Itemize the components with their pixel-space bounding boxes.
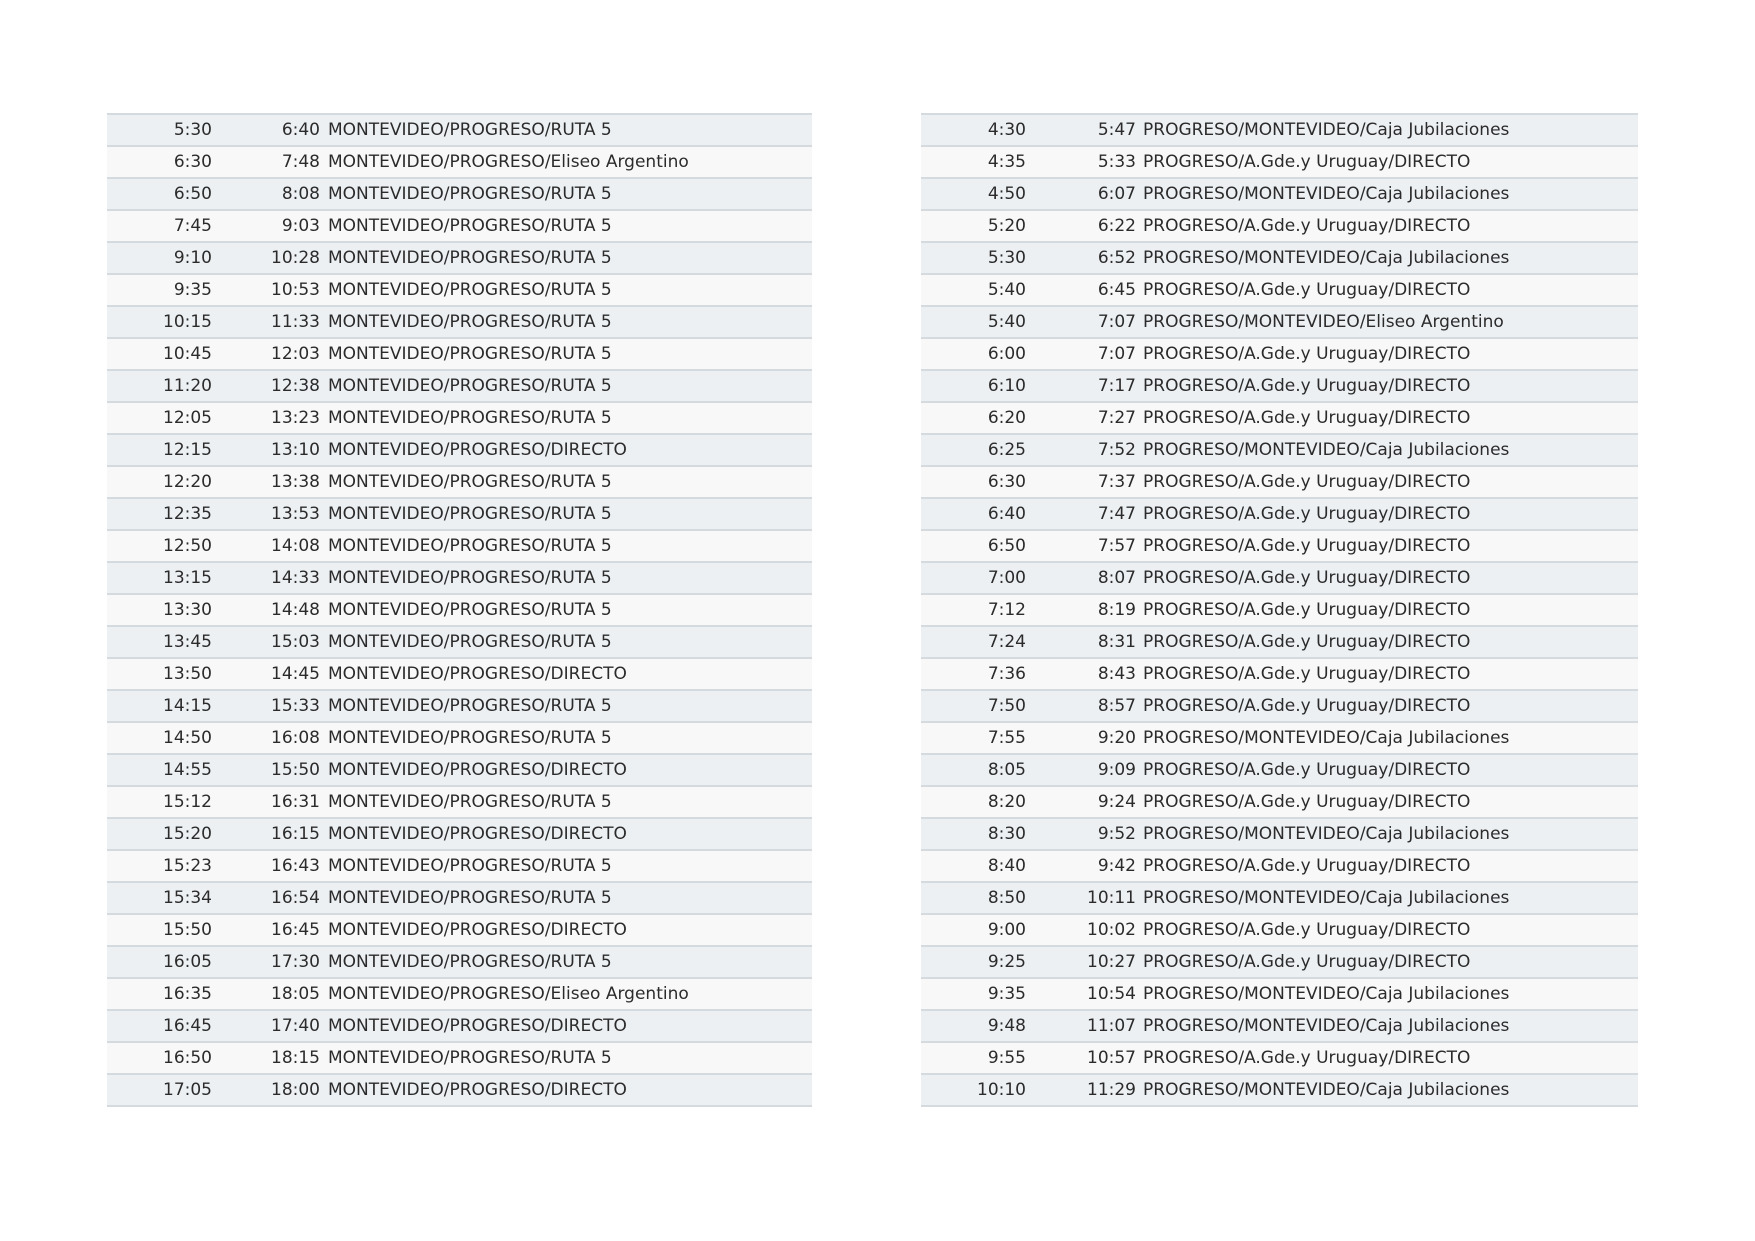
departure-time: 17:05 — [163, 1080, 212, 1100]
route-name: MONTEVIDEO/PROGRESO/RUTA 5 — [328, 248, 612, 268]
table-row — [107, 563, 812, 595]
departure-time: 4:35 — [987, 152, 1026, 172]
table-row — [921, 691, 1638, 723]
arrival-time: 13:23 — [271, 408, 320, 428]
arrival-time: 6:07 — [1097, 184, 1136, 204]
route-name: PROGRESO/A.Gde.y Uruguay/DIRECTO — [1143, 216, 1471, 236]
departure-time: 12:50 — [163, 536, 212, 556]
table-row — [921, 627, 1638, 659]
route-name: PROGRESO/MONTEVIDEO/Caja Jubilaciones — [1143, 1080, 1510, 1100]
table-row — [107, 1011, 812, 1043]
arrival-time: 18:15 — [271, 1048, 320, 1068]
schedule-table-right — [921, 113, 1638, 1107]
route-name: MONTEVIDEO/PROGRESO/RUTA 5 — [328, 696, 612, 716]
table-row — [107, 307, 812, 339]
departure-time: 4:50 — [987, 184, 1026, 204]
departure-time: 13:15 — [163, 568, 212, 588]
arrival-time: 17:30 — [271, 952, 320, 972]
route-name: MONTEVIDEO/PROGRESO/RUTA 5 — [328, 504, 612, 524]
arrival-time: 8:07 — [1097, 568, 1136, 588]
route-name: MONTEVIDEO/PROGRESO/RUTA 5 — [328, 472, 612, 492]
route-name: MONTEVIDEO/PROGRESO/RUTA 5 — [328, 888, 612, 908]
arrival-time: 5:47 — [1097, 120, 1136, 140]
departure-time: 6:30 — [173, 152, 212, 172]
departure-time: 13:50 — [163, 664, 212, 684]
table-row — [107, 787, 812, 819]
route-name: MONTEVIDEO/PROGRESO/RUTA 5 — [328, 120, 612, 140]
table-row — [107, 595, 812, 627]
table-row — [921, 371, 1638, 403]
arrival-time: 8:57 — [1097, 696, 1136, 716]
departure-time: 6:10 — [987, 376, 1026, 396]
route-name: MONTEVIDEO/PROGRESO/RUTA 5 — [328, 344, 612, 364]
table-row — [921, 595, 1638, 627]
route-name: PROGRESO/A.Gde.y Uruguay/DIRECTO — [1143, 344, 1471, 364]
table-row — [107, 691, 812, 723]
arrival-time: 18:05 — [271, 984, 320, 1004]
arrival-time: 8:08 — [281, 184, 320, 204]
departure-time: 15:50 — [163, 920, 212, 940]
departure-time: 8:05 — [987, 760, 1026, 780]
departure-time: 6:20 — [987, 408, 1026, 428]
departure-time: 12:15 — [163, 440, 212, 460]
route-name: PROGRESO/A.Gde.y Uruguay/DIRECTO — [1143, 152, 1471, 172]
departure-time: 4:30 — [987, 120, 1026, 140]
route-name: MONTEVIDEO/PROGRESO/RUTA 5 — [328, 952, 612, 972]
route-name: PROGRESO/A.Gde.y Uruguay/DIRECTO — [1143, 760, 1471, 780]
arrival-time: 7:07 — [1097, 344, 1136, 364]
arrival-time: 14:33 — [271, 568, 320, 588]
arrival-time: 16:08 — [271, 728, 320, 748]
route-name: PROGRESO/MONTEVIDEO/Caja Jubilaciones — [1143, 248, 1510, 268]
arrival-time: 8:19 — [1097, 600, 1136, 620]
table-row — [921, 851, 1638, 883]
table-row — [921, 723, 1638, 755]
route-name: MONTEVIDEO/PROGRESO/DIRECTO — [328, 920, 627, 940]
departure-time: 6:00 — [987, 344, 1026, 364]
table-row — [107, 499, 812, 531]
arrival-time: 9:52 — [1097, 824, 1136, 844]
route-name: MONTEVIDEO/PROGRESO/RUTA 5 — [328, 632, 612, 652]
table-row — [921, 1043, 1638, 1075]
arrival-time: 6:45 — [1097, 280, 1136, 300]
departure-time: 9:35 — [987, 984, 1026, 1004]
route-name: PROGRESO/MONTEVIDEO/Caja Jubilaciones — [1143, 824, 1510, 844]
route-name: PROGRESO/MONTEVIDEO/Caja Jubilaciones — [1143, 120, 1510, 140]
route-name: MONTEVIDEO/PROGRESO/DIRECTO — [328, 760, 627, 780]
arrival-time: 9:20 — [1097, 728, 1136, 748]
departure-time: 9:25 — [987, 952, 1026, 972]
table-row — [921, 787, 1638, 819]
table-row — [107, 883, 812, 915]
departure-time: 6:50 — [173, 184, 212, 204]
arrival-time: 10:53 — [271, 280, 320, 300]
table-row — [107, 211, 812, 243]
table-row — [921, 243, 1638, 275]
table-row — [921, 819, 1638, 851]
arrival-time: 14:45 — [271, 664, 320, 684]
arrival-time: 5:33 — [1097, 152, 1136, 172]
table-row — [107, 1075, 812, 1107]
table-row — [921, 979, 1638, 1011]
table-row — [921, 531, 1638, 563]
departure-time: 8:20 — [987, 792, 1026, 812]
route-name: PROGRESO/MONTEVIDEO/Caja Jubilaciones — [1143, 728, 1510, 748]
departure-time: 6:30 — [987, 472, 1026, 492]
departure-time: 14:55 — [163, 760, 212, 780]
departure-time: 8:30 — [987, 824, 1026, 844]
departure-time: 16:05 — [163, 952, 212, 972]
arrival-time: 10:11 — [1087, 888, 1136, 908]
table-row — [107, 179, 812, 211]
table-row — [107, 531, 812, 563]
arrival-time: 9:24 — [1097, 792, 1136, 812]
table-row — [921, 563, 1638, 595]
arrival-time: 15:33 — [271, 696, 320, 716]
arrival-time: 16:43 — [271, 856, 320, 876]
route-name: MONTEVIDEO/PROGRESO/DIRECTO — [328, 664, 627, 684]
route-name: MONTEVIDEO/PROGRESO/DIRECTO — [328, 1080, 627, 1100]
table-row — [921, 883, 1638, 915]
table-row — [921, 947, 1638, 979]
departure-time: 16:45 — [163, 1016, 212, 1036]
arrival-time: 16:31 — [271, 792, 320, 812]
table-row — [921, 179, 1638, 211]
departure-time: 8:40 — [987, 856, 1026, 876]
route-name: MONTEVIDEO/PROGRESO/RUTA 5 — [328, 376, 612, 396]
route-name: MONTEVIDEO/PROGRESO/RUTA 5 — [328, 1048, 612, 1068]
arrival-time: 11:33 — [271, 312, 320, 332]
table-row — [921, 147, 1638, 179]
arrival-time: 18:00 — [271, 1080, 320, 1100]
table-row — [107, 115, 812, 147]
table-row — [107, 819, 812, 851]
arrival-time: 14:48 — [271, 600, 320, 620]
arrival-time: 11:29 — [1087, 1080, 1136, 1100]
departure-time: 16:35 — [163, 984, 212, 1004]
route-name: PROGRESO/MONTEVIDEO/Caja Jubilaciones — [1143, 888, 1510, 908]
route-name: PROGRESO/A.Gde.y Uruguay/DIRECTO — [1143, 376, 1471, 396]
departure-time: 6:25 — [987, 440, 1026, 460]
table-row — [921, 275, 1638, 307]
departure-time: 7:55 — [987, 728, 1026, 748]
arrival-time: 8:31 — [1097, 632, 1136, 652]
arrival-time: 15:03 — [271, 632, 320, 652]
arrival-time: 7:57 — [1097, 536, 1136, 556]
table-row — [107, 371, 812, 403]
departure-time: 11:20 — [163, 376, 212, 396]
table-row — [921, 915, 1638, 947]
arrival-time: 10:54 — [1087, 984, 1136, 1004]
arrival-time: 16:54 — [271, 888, 320, 908]
departure-time: 16:50 — [163, 1048, 212, 1068]
arrival-time: 10:02 — [1087, 920, 1136, 940]
table-row — [107, 243, 812, 275]
arrival-time: 7:47 — [1097, 504, 1136, 524]
route-name: MONTEVIDEO/PROGRESO/RUTA 5 — [328, 216, 612, 236]
route-name: MONTEVIDEO/PROGRESO/DIRECTO — [328, 440, 627, 460]
arrival-time: 10:57 — [1087, 1048, 1136, 1068]
table-row — [107, 723, 812, 755]
route-name: MONTEVIDEO/PROGRESO/DIRECTO — [328, 824, 627, 844]
arrival-time: 9:09 — [1097, 760, 1136, 780]
table-row — [107, 755, 812, 787]
departure-time: 9:55 — [987, 1048, 1026, 1068]
arrival-time: 9:03 — [281, 216, 320, 236]
table-row — [107, 275, 812, 307]
route-name: PROGRESO/MONTEVIDEO/Eliseo Argentino — [1143, 312, 1504, 332]
departure-time: 9:10 — [173, 248, 212, 268]
table-row — [921, 659, 1638, 691]
departure-time: 9:48 — [987, 1016, 1026, 1036]
departure-time: 8:50 — [987, 888, 1026, 908]
arrival-time: 14:08 — [271, 536, 320, 556]
departure-time: 7:24 — [987, 632, 1026, 652]
route-name: PROGRESO/A.Gde.y Uruguay/DIRECTO — [1143, 1048, 1471, 1068]
schedule-table-left — [107, 113, 812, 1107]
departure-time: 15:34 — [163, 888, 212, 908]
table-row — [107, 851, 812, 883]
route-name: PROGRESO/MONTEVIDEO/Caja Jubilaciones — [1143, 984, 1510, 1004]
arrival-time: 6:22 — [1097, 216, 1136, 236]
arrival-time: 16:15 — [271, 824, 320, 844]
table-row — [921, 339, 1638, 371]
route-name: PROGRESO/A.Gde.y Uruguay/DIRECTO — [1143, 600, 1471, 620]
arrival-time: 7:27 — [1097, 408, 1136, 428]
route-name: PROGRESO/A.Gde.y Uruguay/DIRECTO — [1143, 792, 1471, 812]
departure-time: 7:45 — [173, 216, 212, 236]
departure-time: 7:36 — [987, 664, 1026, 684]
departure-time: 9:35 — [173, 280, 212, 300]
route-name: PROGRESO/A.Gde.y Uruguay/DIRECTO — [1143, 856, 1471, 876]
departure-time: 6:50 — [987, 536, 1026, 556]
route-name: PROGRESO/A.Gde.y Uruguay/DIRECTO — [1143, 920, 1471, 940]
route-name: PROGRESO/A.Gde.y Uruguay/DIRECTO — [1143, 664, 1471, 684]
arrival-time: 17:40 — [271, 1016, 320, 1036]
arrival-time: 6:52 — [1097, 248, 1136, 268]
route-name: MONTEVIDEO/PROGRESO/RUTA 5 — [328, 408, 612, 428]
departure-time: 10:15 — [163, 312, 212, 332]
arrival-time: 13:10 — [271, 440, 320, 460]
table-row — [107, 467, 812, 499]
departure-time: 13:30 — [163, 600, 212, 620]
table-row — [107, 1043, 812, 1075]
departure-time: 6:40 — [987, 504, 1026, 524]
route-name: MONTEVIDEO/PROGRESO/RUTA 5 — [328, 280, 612, 300]
route-name: MONTEVIDEO/PROGRESO/RUTA 5 — [328, 536, 612, 556]
table-row — [107, 435, 812, 467]
route-name: PROGRESO/A.Gde.y Uruguay/DIRECTO — [1143, 408, 1471, 428]
table-row — [921, 435, 1638, 467]
route-name: MONTEVIDEO/PROGRESO/Eliseo Argentino — [328, 984, 689, 1004]
table-row — [107, 339, 812, 371]
departure-time: 14:50 — [163, 728, 212, 748]
arrival-time: 7:52 — [1097, 440, 1136, 460]
route-name: PROGRESO/MONTEVIDEO/Caja Jubilaciones — [1143, 440, 1510, 460]
route-name: MONTEVIDEO/PROGRESO/RUTA 5 — [328, 600, 612, 620]
table-row — [107, 915, 812, 947]
arrival-time: 10:28 — [271, 248, 320, 268]
arrival-time: 15:50 — [271, 760, 320, 780]
departure-time: 15:20 — [163, 824, 212, 844]
departure-time: 10:10 — [977, 1080, 1026, 1100]
arrival-time: 11:07 — [1087, 1016, 1136, 1036]
arrival-time: 13:38 — [271, 472, 320, 492]
departure-time: 12:35 — [163, 504, 212, 524]
table-row — [107, 147, 812, 179]
route-name: PROGRESO/A.Gde.y Uruguay/DIRECTO — [1143, 472, 1471, 492]
route-name: PROGRESO/A.Gde.y Uruguay/DIRECTO — [1143, 504, 1471, 524]
departure-time: 15:23 — [163, 856, 212, 876]
departure-time: 12:05 — [163, 408, 212, 428]
arrival-time: 7:17 — [1097, 376, 1136, 396]
table-row — [921, 115, 1638, 147]
route-name: PROGRESO/A.Gde.y Uruguay/DIRECTO — [1143, 536, 1471, 556]
route-name: MONTEVIDEO/PROGRESO/DIRECTO — [328, 1016, 627, 1036]
table-row — [921, 1011, 1638, 1043]
departure-time: 12:20 — [163, 472, 212, 492]
departure-time: 7:50 — [987, 696, 1026, 716]
departure-time: 9:00 — [987, 920, 1026, 940]
departure-time: 5:30 — [987, 248, 1026, 268]
departure-time: 5:40 — [987, 312, 1026, 332]
route-name: MONTEVIDEO/PROGRESO/RUTA 5 — [328, 856, 612, 876]
arrival-time: 6:40 — [281, 120, 320, 140]
table-row — [107, 627, 812, 659]
table-row — [107, 403, 812, 435]
arrival-time: 10:27 — [1087, 952, 1136, 972]
route-name: PROGRESO/A.Gde.y Uruguay/DIRECTO — [1143, 952, 1471, 972]
table-row — [921, 499, 1638, 531]
table-row — [921, 403, 1638, 435]
route-name: MONTEVIDEO/PROGRESO/RUTA 5 — [328, 728, 612, 748]
departure-time: 14:15 — [163, 696, 212, 716]
arrival-time: 7:07 — [1097, 312, 1136, 332]
arrival-time: 12:38 — [271, 376, 320, 396]
table-row — [107, 659, 812, 691]
table-row — [921, 307, 1638, 339]
arrival-time: 16:45 — [271, 920, 320, 940]
departure-time: 13:45 — [163, 632, 212, 652]
departure-time: 5:30 — [173, 120, 212, 140]
route-name: MONTEVIDEO/PROGRESO/RUTA 5 — [328, 312, 612, 332]
route-name: PROGRESO/MONTEVIDEO/Caja Jubilaciones — [1143, 184, 1510, 204]
arrival-time: 13:53 — [271, 504, 320, 524]
route-name: PROGRESO/A.Gde.y Uruguay/DIRECTO — [1143, 632, 1471, 652]
route-name: MONTEVIDEO/PROGRESO/RUTA 5 — [328, 792, 612, 812]
departure-time: 7:12 — [987, 600, 1026, 620]
table-row — [921, 755, 1638, 787]
arrival-time: 12:03 — [271, 344, 320, 364]
departure-time: 5:20 — [987, 216, 1026, 236]
table-row — [921, 467, 1638, 499]
arrival-time: 7:48 — [281, 152, 320, 172]
route-name: PROGRESO/A.Gde.y Uruguay/DIRECTO — [1143, 696, 1471, 716]
route-name: MONTEVIDEO/PROGRESO/Eliseo Argentino — [328, 152, 689, 172]
table-row — [921, 1075, 1638, 1107]
arrival-time: 9:42 — [1097, 856, 1136, 876]
route-name: MONTEVIDEO/PROGRESO/RUTA 5 — [328, 568, 612, 588]
arrival-time: 7:37 — [1097, 472, 1136, 492]
route-name: PROGRESO/A.Gde.y Uruguay/DIRECTO — [1143, 280, 1471, 300]
route-name: PROGRESO/A.Gde.y Uruguay/DIRECTO — [1143, 568, 1471, 588]
departure-time: 5:40 — [987, 280, 1026, 300]
route-name: PROGRESO/MONTEVIDEO/Caja Jubilaciones — [1143, 1016, 1510, 1036]
table-row — [107, 947, 812, 979]
departure-time: 10:45 — [163, 344, 212, 364]
departure-time: 7:00 — [987, 568, 1026, 588]
arrival-time: 8:43 — [1097, 664, 1136, 684]
table-row — [921, 211, 1638, 243]
departure-time: 15:12 — [163, 792, 212, 812]
route-name: MONTEVIDEO/PROGRESO/RUTA 5 — [328, 184, 612, 204]
table-row — [107, 979, 812, 1011]
